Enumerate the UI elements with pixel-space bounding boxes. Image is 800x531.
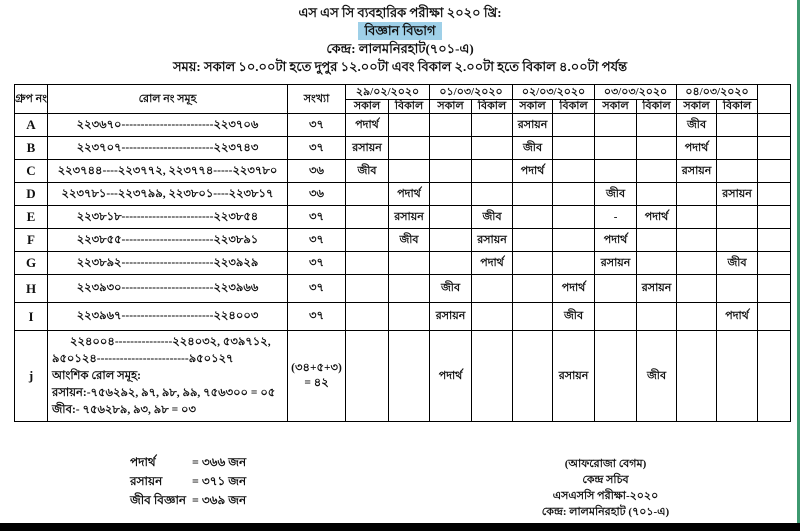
count-line: ৩৭: [309, 256, 324, 269]
subject-cell: রসায়ন: [677, 160, 717, 183]
subject-cell: [677, 275, 717, 303]
count-cell: [288, 275, 346, 303]
count-cell: [288, 114, 346, 137]
count-line: ৩৬: [309, 164, 324, 177]
group-cell: A: [15, 114, 48, 137]
subject-cell: পদার্থ: [637, 206, 677, 229]
subject-cell: [677, 252, 717, 275]
total-label: জীব বিজ্ঞান: [130, 493, 187, 507]
subject-cell: [389, 160, 430, 183]
subject-cell: পদার্থ: [513, 160, 553, 183]
subject-cell: [430, 229, 472, 252]
subject-cell: [472, 275, 513, 303]
subject-cell: [513, 252, 553, 275]
count-line: ৩৬: [309, 187, 324, 200]
subject-cell: [677, 206, 717, 229]
roll-cell: [48, 137, 288, 160]
shift-header-afternoon: বিকাল: [389, 100, 430, 114]
subject-cell: রসায়ন: [513, 114, 553, 137]
subject-cell: [637, 252, 677, 275]
subject-cell: [553, 206, 595, 229]
subject-cell: [513, 206, 553, 229]
subject-cell: [346, 331, 389, 422]
subject-cell: রসায়ন: [595, 252, 637, 275]
subject-cell: [553, 229, 595, 252]
subject-cell: [346, 206, 389, 229]
subject-cell: [389, 275, 430, 303]
table-row: [15, 137, 791, 160]
roll-line: ২২৩৮১৮------------------------২২৩৮৫৪: [76, 210, 259, 223]
subject-cell: পদার্থ: [430, 331, 472, 422]
subject-cell: [430, 137, 472, 160]
roll-line: ২২৪০০৪---------------২২৪০৩২, ৫৩৯৭১২,: [70, 335, 271, 348]
subject-cell: পদার্থ: [717, 303, 758, 331]
table-row: [15, 229, 791, 252]
count-cell: [288, 160, 346, 183]
group-cell: B: [15, 137, 48, 160]
subject-cell: [677, 229, 717, 252]
table-row: [15, 206, 791, 229]
signature-center: কেন্দ্র: লালমনিরহাট (৭০১-এ): [541, 506, 670, 518]
date-header: ০১/০৩/২০২০: [430, 85, 513, 100]
subject-cell: [389, 303, 430, 331]
subject-cell: [758, 275, 791, 303]
roll-line: ২২৩৮৯২------------------------২২৩৯২৯: [76, 256, 259, 269]
roll-line: রসায়ন:-৭৫৬২৯২, ৯৭, ৯৮, ৯৯, ৭৫৬৩০০ = ০৫: [52, 386, 276, 399]
subject-cell: [430, 114, 472, 137]
subject-cell: জীব: [346, 160, 389, 183]
subject-cell: [717, 275, 758, 303]
total-value: = ৩৬৬ জন: [192, 455, 247, 469]
subject-cell: [758, 252, 791, 275]
date-header: ২৯/০২/২০২০: [346, 85, 430, 100]
department-highlight: বিজ্ঞান বিভাগ: [358, 22, 441, 40]
count-cell: [288, 206, 346, 229]
total-value: = ৩৭১ জন: [192, 474, 247, 488]
subject-cell: রসায়ন: [472, 229, 513, 252]
roll-cell: [48, 229, 288, 252]
group-cell: j: [15, 331, 48, 422]
subject-cell: [637, 160, 677, 183]
subject-cell: পদার্থ: [553, 275, 595, 303]
shift-header-morning: সকাল: [513, 100, 553, 114]
roll-line: ২২৩৮৫৫------------------------২২৩৮৯১: [76, 233, 259, 246]
subject-cell: [637, 229, 677, 252]
subject-cell: [389, 331, 430, 422]
group-cell: F: [15, 229, 48, 252]
subject-cell: [595, 331, 637, 422]
table-row: [15, 183, 791, 206]
subject-cell: [513, 183, 553, 206]
shift-header-afternoon: বিকাল: [553, 100, 595, 114]
subject-cell: [717, 114, 758, 137]
shift-header-morning: সকাল: [346, 100, 389, 114]
count-line: ৩৭: [309, 210, 324, 223]
subject-cell: [595, 137, 637, 160]
subject-cell: [472, 303, 513, 331]
subject-cell: [677, 183, 717, 206]
shift-header-morning: সকাল: [595, 100, 637, 114]
count-cell: [288, 252, 346, 275]
subject-cell: রসায়ন: [637, 275, 677, 303]
roll-line: ৯৫০১২৪------------------------৯৫০১২৭: [52, 352, 234, 365]
roll-cell: [48, 160, 288, 183]
table-row: [15, 252, 791, 275]
subject-cell: [553, 137, 595, 160]
subject-cell: জীব: [717, 252, 758, 275]
roll-cell: [48, 183, 288, 206]
subject-cell: [472, 183, 513, 206]
subject-cell: রসায়ন: [346, 137, 389, 160]
count-cell: [288, 303, 346, 331]
subject-cell: [637, 114, 677, 137]
count-line: (৩৪+৫+৩): [291, 362, 342, 374]
subject-cell: রসায়ন: [430, 303, 472, 331]
subject-cell: [346, 252, 389, 275]
roll-line: ২২৩৭৪৪----২২৩৭৭২, ২২৩৭৭৪-----২২৩৭৮০: [57, 164, 278, 177]
subject-cell: [389, 137, 430, 160]
signature-block: [528, 456, 683, 520]
subject-cell: জীব: [430, 275, 472, 303]
subject-cell: [758, 206, 791, 229]
roll-cell: [48, 206, 288, 229]
subject-cell: [717, 137, 758, 160]
table-row: [15, 331, 791, 422]
date-header: ০৩/০৩/২০২০: [595, 85, 677, 100]
group-cell: I: [15, 303, 48, 331]
subject-cell: জীব: [677, 114, 717, 137]
roll-line: আংশিক রোল সমূহ:: [52, 369, 142, 382]
roll-cell: [48, 275, 288, 303]
roll-line: ২২৩৭০৭------------------------২২৩৭৪৩: [76, 141, 259, 154]
page-title: এস এস সি ব্যবহারিক পরীক্ষা ২০২০ খ্রি:: [298, 5, 502, 20]
subject-cell: [430, 183, 472, 206]
exam-schedule-table: [14, 84, 791, 422]
table-row: [15, 114, 791, 137]
subject-cell: [513, 229, 553, 252]
count-line: ৩৭: [309, 282, 324, 294]
subject-cell: [430, 206, 472, 229]
roll-line: ২২৩৯৩০------------------------২২৩৯৬৬: [76, 282, 259, 294]
subject-cell: [553, 183, 595, 206]
subject-cell: রসায়ন: [389, 206, 430, 229]
subject-cell: [389, 252, 430, 275]
count-line: = ৪২: [304, 377, 329, 389]
subject-cell: জীব: [595, 183, 637, 206]
subject-cell: [389, 114, 430, 137]
bottom-bar: [0, 523, 800, 531]
subject-cell: জীব: [637, 331, 677, 422]
signatory-role: কেন্দ্র সচিব: [582, 474, 629, 486]
roll-line: জীব:- ৭৫৬২৮৯, ৯৩, ৯৮ = ০৩: [52, 403, 196, 416]
subject-cell: জীব: [472, 206, 513, 229]
subject-cell: [553, 160, 595, 183]
subject-cell: [717, 331, 758, 422]
count-cell: [288, 331, 346, 422]
table-row: [15, 275, 791, 303]
subject-cell: [553, 252, 595, 275]
subject-cell: জীব: [389, 229, 430, 252]
signature-exam: এসএসসি পরীক্ষা-২০২০: [552, 490, 659, 502]
count-header: সংখ্যা: [288, 85, 346, 114]
subject-cell: [758, 160, 791, 183]
subject-cell: পদার্থ: [595, 229, 637, 252]
roll-cell: [48, 331, 288, 422]
subject-cell: [513, 275, 553, 303]
subject-cell: -: [595, 206, 637, 229]
table-row: [15, 303, 791, 331]
time-line: সময়: সকাল ১০.০০টা হতে দুপুর ১২.০০টা এবং বিকাল ২.০০টা হতে বিকাল ৪.০০টা পর্যন্ত: [172, 59, 628, 74]
subject-cell: [346, 275, 389, 303]
count-line: ৩৭: [309, 310, 324, 322]
subject-cell: [717, 206, 758, 229]
group-cell: D: [15, 183, 48, 206]
roll-cell: [48, 252, 288, 275]
subject-cell: [553, 114, 595, 137]
total-label: পদার্থ: [130, 455, 156, 469]
table-row: [15, 160, 791, 183]
exam-schedule-table-wrap: [14, 84, 791, 422]
subject-cell: [677, 303, 717, 331]
group-cell: H: [15, 275, 48, 303]
count-cell: [288, 137, 346, 160]
empty-header: [758, 85, 791, 114]
subject-cell: [472, 160, 513, 183]
subject-cell: জীব: [553, 303, 595, 331]
count-line: ৩৭: [309, 141, 324, 154]
count-cell: [288, 183, 346, 206]
subject-cell: [346, 183, 389, 206]
subject-cell: [758, 229, 791, 252]
subject-cell: [430, 160, 472, 183]
total-row: [130, 472, 246, 491]
group-cell: E: [15, 206, 48, 229]
roll-line: ২২৩৯৬৭------------------------২২৪০০৩: [76, 310, 259, 322]
subject-cell: [595, 114, 637, 137]
subject-cell: [717, 229, 758, 252]
total-row: [130, 491, 246, 510]
exam-table-body: [15, 114, 791, 422]
roll-header: রোল নং সমূহ: [48, 85, 288, 114]
count-cell: [288, 229, 346, 252]
subject-cell: পদার্থ: [346, 114, 389, 137]
roll-cell: [48, 303, 288, 331]
count-line: ৩৭: [309, 118, 324, 131]
subject-cell: [513, 303, 553, 331]
subject-cell: [677, 331, 717, 422]
subject-cell: [637, 183, 677, 206]
shift-header-afternoon: বিকাল: [637, 100, 677, 114]
date-header: ০৪/০৩/২০২০: [677, 85, 758, 100]
subject-cell: [637, 137, 677, 160]
roll-line: ২২৩৭৮১---২২৩৭৯৯, ২২৩৮০১----২২৩৮১৭: [61, 187, 274, 200]
subject-cell: [472, 331, 513, 422]
group-header: গ্রুপ নং: [15, 85, 48, 114]
subject-cell: রসায়ন: [553, 331, 595, 422]
total-row: [130, 453, 246, 472]
subject-cell: রসায়ন: [717, 183, 758, 206]
document-header: [0, 4, 800, 76]
roll-cell: [48, 114, 288, 137]
roll-line: ২২৩৬৭০------------------------২২৩৭০৬: [76, 118, 259, 131]
subject-cell: পদার্থ: [677, 137, 717, 160]
signatory-name: (আফরোজা বেগম): [564, 458, 647, 470]
subject-cell: [595, 160, 637, 183]
subject-cell: [758, 114, 791, 137]
total-value: = ৩৬৯ জন: [192, 493, 247, 507]
count-line: ৩৭: [309, 233, 324, 246]
shift-header-morning: সকাল: [430, 100, 472, 114]
subject-cell: [595, 303, 637, 331]
group-cell: G: [15, 252, 48, 275]
shift-header-afternoon: বিকাল: [717, 100, 758, 114]
subject-cell: পদার্থ: [472, 252, 513, 275]
subject-cell: [430, 252, 472, 275]
shift-header-afternoon: বিকাল: [472, 100, 513, 114]
subject-cell: [346, 229, 389, 252]
subject-cell: [758, 303, 791, 331]
subject-cell: [637, 303, 677, 331]
shift-header-morning: সকাল: [677, 100, 717, 114]
subject-cell: [758, 137, 791, 160]
subject-cell: [346, 303, 389, 331]
subject-cell: [472, 114, 513, 137]
subject-cell: [595, 275, 637, 303]
center-line: কেন্দ্র: লালমনিরহাট(৭০১-এ): [326, 41, 474, 56]
total-label: রসায়ন: [130, 474, 163, 488]
table-header-row-dates: [15, 85, 791, 100]
subject-cell: পদার্থ: [389, 183, 430, 206]
subject-cell: [758, 183, 791, 206]
subject-cell: [717, 160, 758, 183]
subject-cell: [513, 331, 553, 422]
subject-cell: [758, 331, 791, 422]
date-header: ০২/০৩/২০২০: [513, 85, 595, 100]
subject-totals: [130, 453, 246, 510]
group-cell: C: [15, 160, 48, 183]
subject-cell: [472, 137, 513, 160]
subject-cell: জীব: [513, 137, 553, 160]
